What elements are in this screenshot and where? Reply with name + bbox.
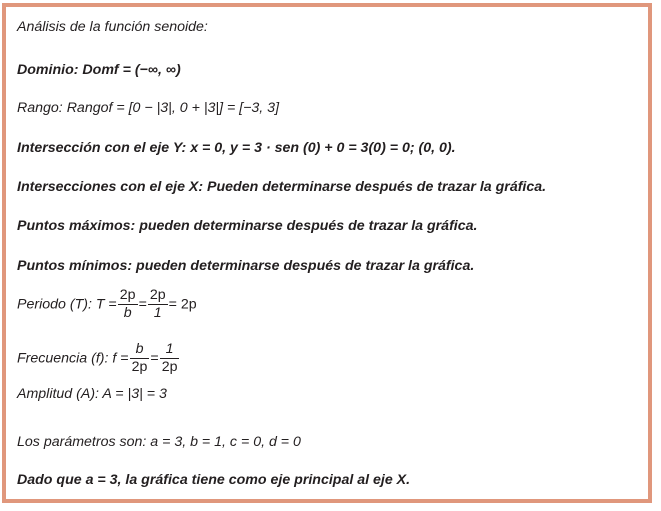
parametros-text: Los parámetros son: a = 3, b = 1, c = 0, d = 0 [17, 434, 301, 450]
periodo-result: 2p [180, 296, 197, 313]
periodo-eq-2: = [138, 296, 147, 313]
frecuencia-eq-1: = [120, 350, 129, 367]
periodo-eq-1: = [108, 296, 117, 313]
frecuencia-lhs: f [112, 350, 117, 367]
periodo-formula [17, 287, 197, 322]
frecuencia-eq-2: = [150, 350, 159, 367]
periodo-fraction-2: $\frac{2p}{1}$ [149, 287, 166, 321]
rango-text: Rango: Rangof = [0 − |3|, 0 + |3|] = [−3, 3] [17, 100, 280, 116]
amplitud-text: Amplitud (A): A = |3| = 3 [17, 386, 167, 402]
interseccion-y-text: Intersección con el eje Y: x = 0, y = 3 · sen (0) + 0 = 3(0) = 0; (0, 0). [17, 140, 456, 156]
frecuencia-formula [17, 341, 180, 376]
conclusion-text: Dado que a = 3, la gráfica tiene como eje principal al eje X. [17, 472, 411, 488]
maximos-text: Puntos máximos: pueden determinarse después de trazar la gráfica. [17, 218, 478, 234]
dominio-text: Dominio: Domf = (−∞, ∞) [17, 62, 181, 78]
frecuencia-label: Frecuencia (f): [17, 350, 109, 367]
frecuencia-fraction-2: $\frac{1}{2p}$ [161, 341, 178, 375]
periodo-lhs: T [95, 296, 105, 313]
title-text: Análisis de la función senoide: [17, 19, 208, 35]
periodo-eq-3: = [168, 296, 177, 313]
frecuencia-fraction-1: $\frac{b}{2p}$ [131, 341, 148, 375]
periodo-label: Periodo (T): [17, 296, 92, 313]
content-box [2, 3, 652, 503]
minimos-text: Puntos mínimos: pueden determinarse después de trazar la gráfica. [17, 258, 475, 274]
interseccion-x-text: Intersecciones con el eje X: Pueden determinarse después de trazar la gráfica. [17, 179, 547, 195]
periodo-fraction-1: $\frac{2p}{b}$ [119, 287, 136, 321]
